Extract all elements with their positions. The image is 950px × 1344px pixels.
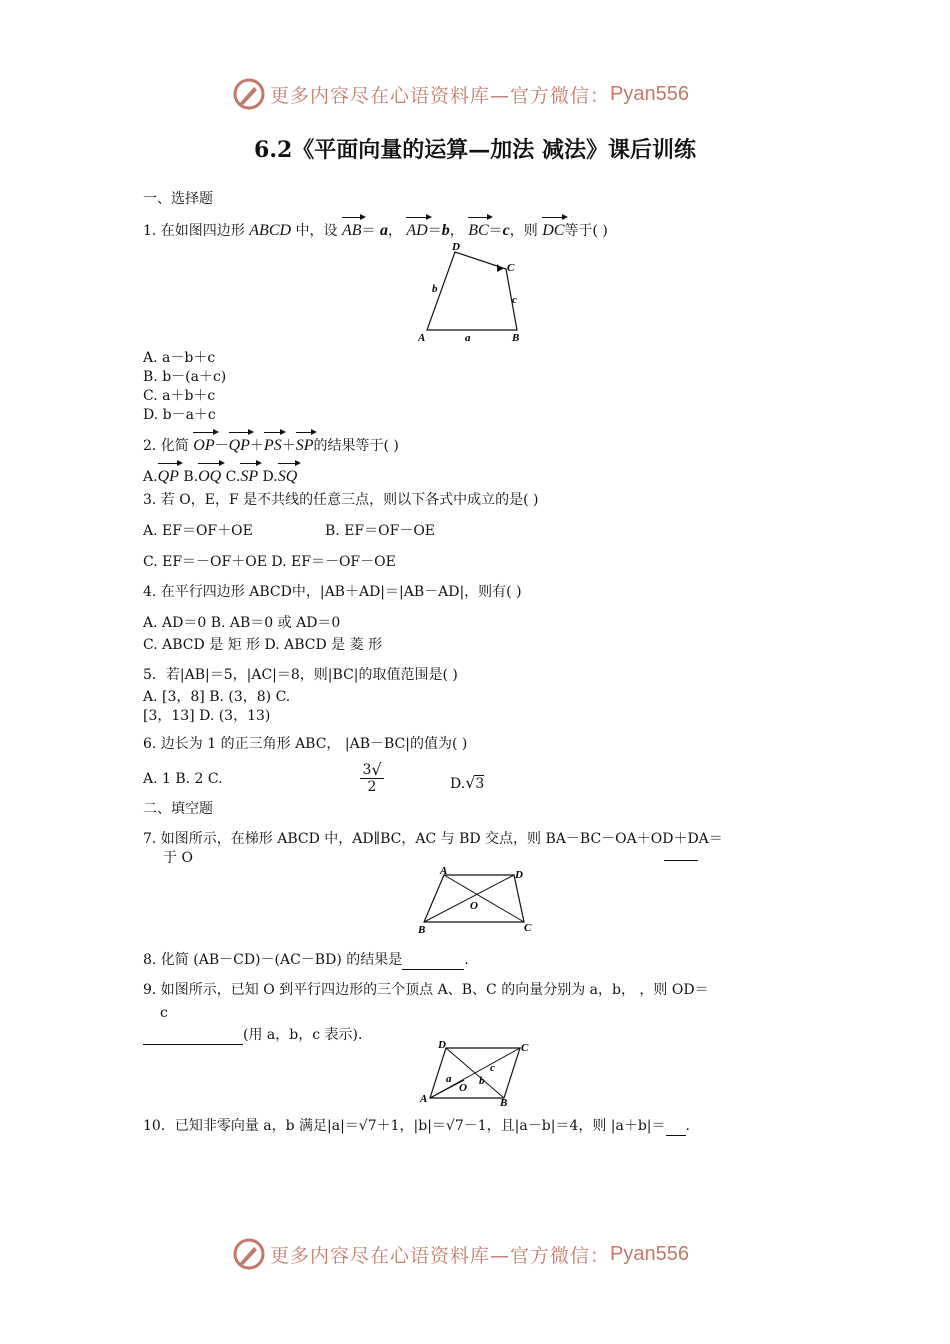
- q10-answer-blank: [666, 1117, 686, 1136]
- section-choice-heading: 一、选择题: [143, 191, 213, 207]
- trapezoid-figure: [416, 866, 536, 936]
- svg-text:O: O: [470, 900, 478, 912]
- banner-wechat-id: Pyan556: [610, 82, 689, 105]
- svg-text:a: a: [465, 332, 471, 344]
- q7-line-2: 于 O: [163, 850, 193, 866]
- svg-text:B: B: [418, 924, 426, 936]
- question-9: 9. 如图所示，已知 O 到平行四边形的三个顶点 A、B、C 的向量分别为 a，b， ，则 OD＝: [143, 982, 709, 998]
- q9-answer-blank: [143, 1026, 243, 1045]
- svg-text:c: c: [490, 1062, 495, 1074]
- q2-options: A.QP B.OQ C.SP D.SQ: [143, 468, 298, 485]
- q1-option-a: A. a－b＋c: [143, 350, 216, 366]
- q1-option-d: D. b－a＋c: [143, 407, 216, 423]
- svg-text:C: C: [521, 1042, 529, 1054]
- question-6: 6. 边长为 1 的正三角形 ABC， |AB－BC|的值为( ): [143, 736, 468, 752]
- q6-option-d: D.√3: [450, 773, 485, 792]
- q5-options-abc: A. [3，8] B. (3，8) C.: [143, 689, 291, 705]
- question-3: 3. 若 O，E，F 是不共线的任意三点，则以下各式中成立的是( ): [143, 492, 539, 508]
- parallelogram-figure: [418, 1040, 534, 1106]
- svg-text:A: A: [420, 1093, 428, 1105]
- svg-text:C: C: [507, 262, 515, 274]
- q6-option-c-fraction: 3 √ 2: [360, 762, 384, 795]
- question-1: 1. 在如图四边形 ABCD 中，设 AB＝ a， AD＝b， BC＝c，则 DC等于( ): [143, 222, 608, 239]
- svg-text:A: A: [440, 866, 448, 877]
- svg-text:a: a: [446, 1073, 452, 1085]
- svg-text:D: D: [438, 1040, 446, 1051]
- q3-option-a: A. EF＝OF＋OE: [143, 523, 253, 539]
- q9-line-2: c: [160, 1005, 168, 1021]
- banner-text: 更多内容尽在心语资料库—官方微信：: [270, 1244, 611, 1267]
- svg-text:B: B: [512, 332, 520, 344]
- q1-option-b: B. b－(a＋c): [143, 369, 227, 385]
- page-title: 6.2《平面向量的运算—加法 减法》课后训练: [254, 137, 696, 163]
- header-banner: [232, 76, 689, 112]
- svg-text:b: b: [479, 1075, 485, 1087]
- q3-option-b: B. EF＝OF－OE: [325, 523, 436, 539]
- question-4: 4. 在平行四边形 ABCD中，|AB＋AD|＝|AB－AD|，则有( ): [143, 584, 522, 600]
- svg-text:D: D: [515, 869, 523, 881]
- q3-options-cd: C. EF＝－OF＋OE D. EF＝－OF－OE: [143, 554, 396, 570]
- q4-options-ab: A. AD＝0 B. AB＝0 或 AD＝0: [143, 615, 341, 631]
- section-fill-heading: 二、填空题: [143, 801, 213, 817]
- footer-banner: [232, 1236, 689, 1272]
- q8-answer-blank: [402, 951, 464, 970]
- question-8: 8. 化简 (AB－CD)－(AC－BD) 的结果是 .: [143, 952, 469, 968]
- pen-logo-icon: [232, 1237, 266, 1271]
- q9-answer-line: (用 a，b，c 表示)．: [143, 1026, 372, 1045]
- q7-answer-blank: [664, 860, 698, 861]
- sqrt-sign-icon: √: [465, 773, 476, 792]
- question-2: 2. 化简 OP－QP＋PS＋SP的结果等于( ): [143, 437, 399, 454]
- q1-option-c: C. a＋b＋c: [143, 388, 216, 404]
- q5-option-d: [3，13] D. (3，13): [143, 708, 271, 724]
- quadrilateral-figure: [418, 240, 528, 346]
- banner-text: 更多内容尽在心语资料库—官方微信：: [270, 84, 611, 107]
- svg-text:O: O: [459, 1082, 467, 1094]
- sqrt-sign-icon: √: [371, 760, 382, 779]
- question-5: 5．若|AB|＝5，|AC|＝8，则|BC|的取值范围是( ): [143, 667, 458, 683]
- pen-logo-icon: [232, 77, 266, 111]
- svg-text:B: B: [500, 1097, 508, 1106]
- svg-text:b: b: [432, 283, 438, 295]
- q4-options-cd: C. ABCD 是 矩 形 D. ABCD 是 菱 形: [143, 637, 383, 653]
- q6-options-abc: A. 1 B. 2 C.: [143, 771, 223, 787]
- svg-text:A: A: [418, 332, 426, 344]
- question-10: 10．已知非零向量 a，b 满足|a|＝√7＋1，|b|＝√7－1，且|a－b|＝4，则 |a＋b|＝ .: [143, 1118, 690, 1134]
- svg-text:D: D: [452, 241, 460, 253]
- question-7: 7. 如图所示，在梯形 ABCD 中，AD∥BC，AC 与 BD 交点，则 BA－BC－OA＋OD＋DA＝: [143, 831, 723, 847]
- banner-wechat-id: Pyan556: [610, 1242, 689, 1265]
- svg-text:c: c: [512, 294, 517, 306]
- svg-text:C: C: [524, 922, 532, 934]
